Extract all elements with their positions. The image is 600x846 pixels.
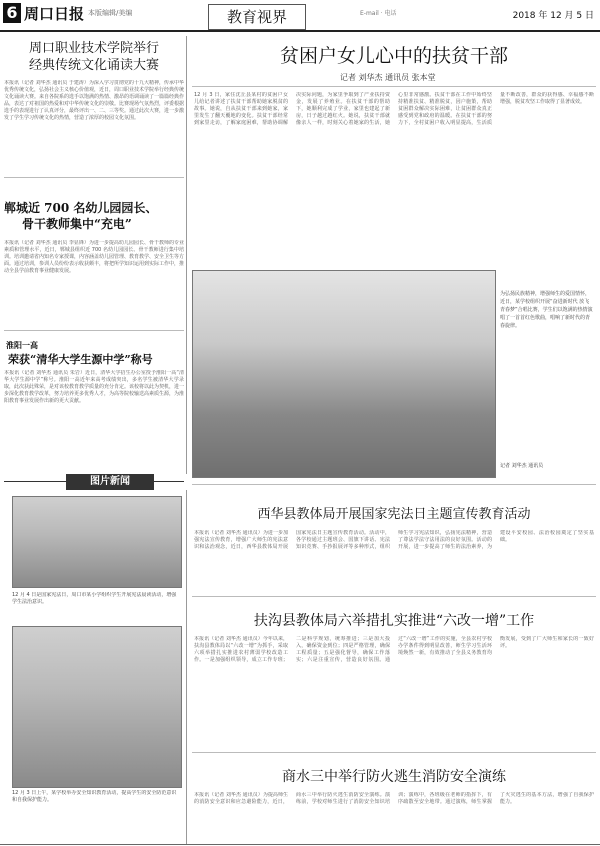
article-3-headline: 荣获“清华大学生源中学”称号 <box>8 353 153 366</box>
main-byline: 记者 刘华杰 通讯员 张本堂 <box>340 73 436 82</box>
article-7-body: 本报讯（记者 刘华杰 通讯员）为提高师生的消防安全意识和应急避险能力，近日，商水三中举行防火逃生消防安全演练。演练前，学校对师生进行了消防安全知识培训；演练中，各班级在老师的指挥下，有序疏散至安全地带。通过演练，师生掌握了火灾逃生的基本方法，增强了自我保护能力。 <box>194 792 594 805</box>
picture-news-caption-2: 12 月 3 日上午，某学校举办安全知识教育活动，提高学生的安全防范意识和自我保护能力。 <box>12 790 177 803</box>
masthead-meta: 本版编辑/美编 <box>88 9 133 17</box>
headline-line: 经典传统文化诵读大赛 <box>28 58 159 73</box>
masthead-rule <box>0 30 600 32</box>
masthead-contact: E-mail · 电话 <box>360 10 397 17</box>
column-divider <box>186 490 187 844</box>
headline-line: 骨干教师集中“充电” <box>22 217 132 231</box>
article-7-headline: 商水三中举行防火逃生消防安全演练 <box>282 769 506 785</box>
picture-news-photo-1 <box>12 496 182 588</box>
column-divider <box>186 36 187 474</box>
issue-date: 2018 年 12 月 5 日 <box>512 11 594 21</box>
divider <box>192 86 596 87</box>
article-1-headline <box>4 40 184 74</box>
article-1-body: 本报讯（记者 刘华杰 通讯员 于建涛）为深入学习贯彻党的十九大精神，传承中华优秀传统文化，弘扬社会主义核心价值观，近日，周口职业技术学院举行经典传统文化诵读大赛。来自各院系的选手以饱满的热情、激昂的语调诵读了一篇篇经典作品，表达了对祖国的热爱和对中华传统文化的崇敬。比赛现场气氛热烈，评委根据选手的表现进行了认真评分，最终评出一、二、三等奖。通过此次大赛，进一步激发了学生学习传统文化的热情，营造了浓厚的校园文化氛围。 <box>4 80 184 121</box>
main-story-photo <box>192 270 496 478</box>
paper-name: 周口日报 <box>24 5 85 23</box>
main-story-body: 12 月 3 日，家住沈丘县某村的贫困户女儿给记者讲述了扶贫干部帮助她家脱贫的故事。她说，自从扶贫干部来到她家，家里发生了翻天覆地的变化。扶贫干部经常到家里走访，了解家庭困难，帮助协调解决实际问题，为家里争取到了产业扶持资金，发展了养殖业。在扶贫干部的帮助下，她顺利完成了学业，家里也建起了新房，日子越过越红火。她说，扶贫干部就像亲人一样，时刻关心着她家的生活，她心里非常感激。扶贫干部在工作中始终坚持精准扶贫、精准脱贫，因户施策，帮助贫困群众解决实际困难，让贫困群众真正感受到党和政府的温暖。在扶贫干部的努力下，全村贫困户收入明显提高，生活质量不断改善，群众的获得感、幸福感不断增强，脱贫攻坚工作取得了显著成效。 <box>194 92 594 126</box>
article-5-body: 本报讯（记者 刘华杰 通讯员）为进一步加强宪法宣传教育，增强广大师生的宪法意识和法治观念，近日，西华县教体局开展国家宪法日主题宣传教育活动。活动中，各学校通过主题班会、国旗下讲话、宪法知识竞赛、手抄报展评等多种形式，组织师生学习宪法知识，弘扬宪法精神，营造了尊法学法守法用法的良好氛围。活动的开展，进一步提高了师生的法治素养，为建设平安校园、法治校园奠定了坚实基础。 <box>194 530 594 550</box>
article-5-headline: 西华县教体局开展国家宪法日主题宣传教育活动 <box>257 507 531 522</box>
article-6-body: 本报讯（记者 刘华杰 通讯员）今年以来，扶沟县教体局以“六改一增”为抓手，采取六项举措扎实推进农村薄弱学校改造工作。一是加强组织领导，成立工作专班；二是科学规划，统筹推进；三是加大投入，确保资金到位；四是严格管理，确保工程质量；五是强化督导，确保工作落实；六是注重宣传，营造良好氛围。通过“六改一增”工作的实施，全县农村学校办学条件得到明显改善，师生学习生活环境焕然一新，有效推动了全县义务教育均衡发展，受到了广大师生和家长的一致好评。 <box>194 636 594 663</box>
article-3-kicker: 淮阳一高 <box>6 341 38 350</box>
picture-news-caption-1: 12 月 4 日是国家宪法日，周口市某小学组织学生开展宪法晨读活动，增强学生法治意识。 <box>12 592 177 605</box>
divider <box>192 596 596 597</box>
picture-news-label: 图片新闻 <box>66 474 154 490</box>
divider <box>4 177 184 178</box>
main-photo-byline: 记者 刘华杰 通讯员 <box>500 463 544 469</box>
divider <box>192 752 596 753</box>
article-2-headline <box>4 200 184 232</box>
article-2-body: 本报讯（记者 刘华杰 通讯员 李显锋）为进一步提高幼儿园园长、骨干教师的专业素质和管理水平，近日，郸城县组织近 700 名幼儿园园长、骨干教师进行集中培训。培训邀请省内知名专家授课，内容涵盖幼儿园管理、教育教学、安全卫生等方面。通过培训，参训人员纷纷表示收获颇丰，将把所学知识运用到实际工作中，推动全县学前教育事业健康发展。 <box>4 240 184 274</box>
section-title: 教育视界 <box>208 4 306 30</box>
page-number: 6 <box>3 3 21 23</box>
headline-line: 周口职业技术学院举行 <box>28 41 159 56</box>
picture-news-photo-2 <box>12 626 182 788</box>
article-3-body: 本报讯（记者 刘华杰 通讯员 朱岩）近日，清华大学招生办公室授予淮阳一高“清华大学生源中学”称号。淮阳一高近年来高考成绩突出，多名学生被清华大学录取，此次获此殊荣，是对该校教育教学质量的充分肯定。该校将以此为契机，进一步深化教育教学改革，努力培养更多优秀人才，为高等院校输送高素质生源，为淮阳教育事业发展作出新的更大贡献。 <box>4 370 184 404</box>
article-6-headline: 扶沟县教体局六举措扎实推进“六改一增”工作 <box>253 613 535 629</box>
divider <box>4 330 184 331</box>
page-bottom-rule <box>0 844 600 845</box>
divider <box>192 484 596 485</box>
main-headline: 贫困户女儿心中的扶贫干部 <box>279 45 508 67</box>
headline-line: 郸城近 700 名幼儿园园长、 <box>4 201 158 215</box>
main-photo-caption: 为弘扬民族精神，增强师生的爱国情怀，近日，某学校组织开展“奋进新时代 放飞青春梦”合唱比赛，学生们以饱满的热情演唱了一首首红色歌曲，唱响了新时代的青春旋律。 <box>500 291 593 329</box>
